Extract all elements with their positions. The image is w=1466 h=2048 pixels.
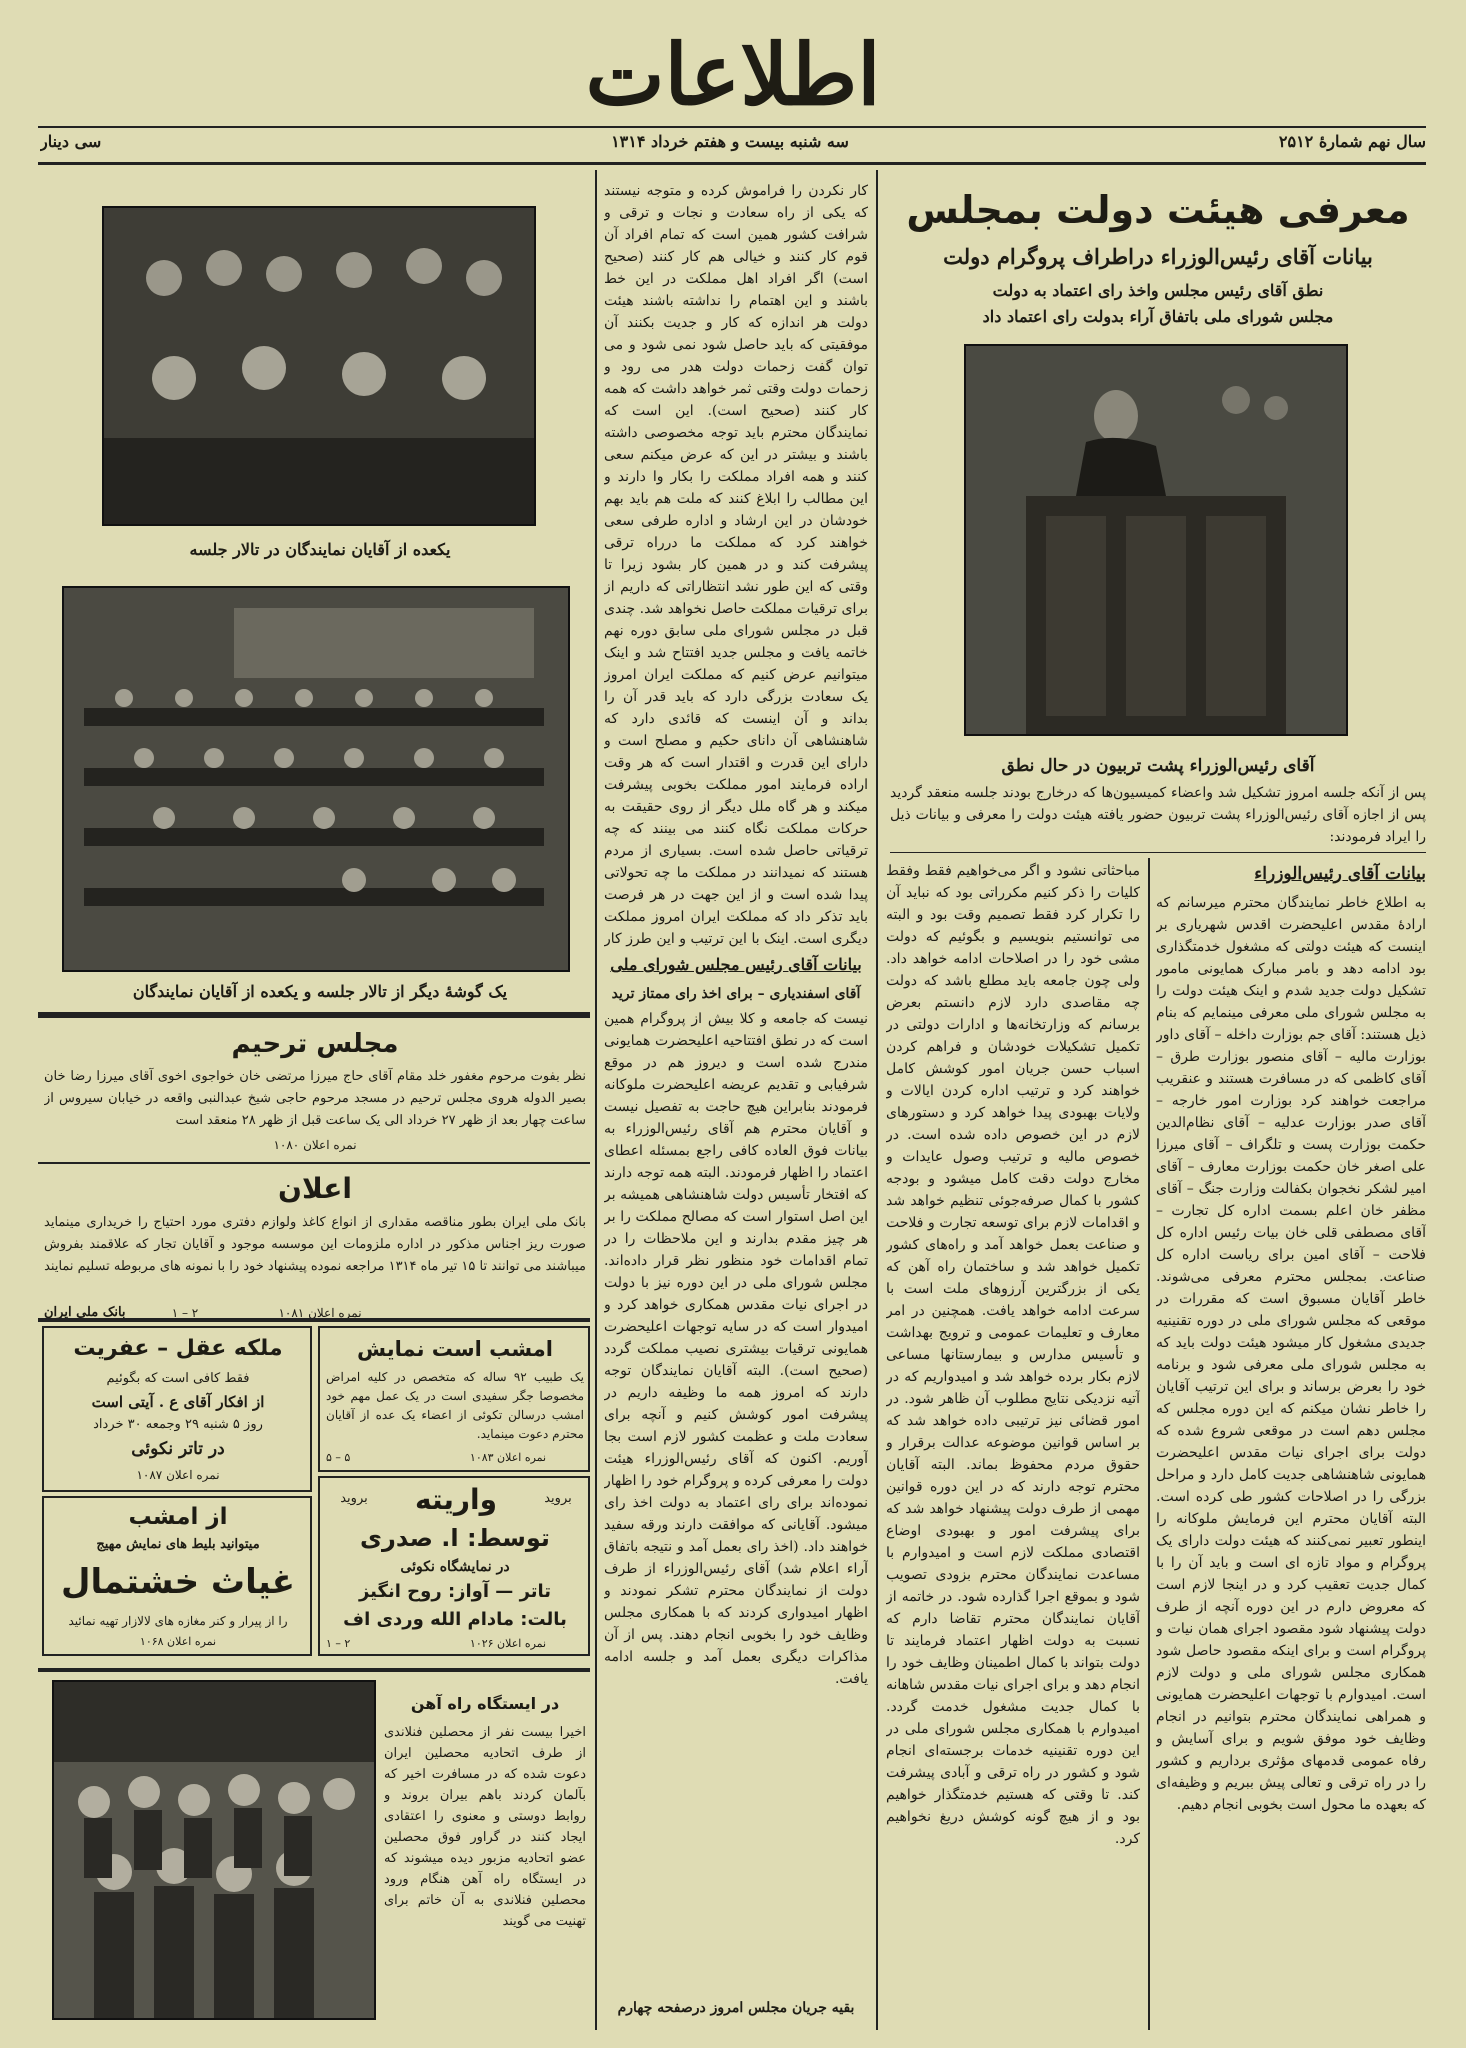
issue-line: سال نهم شمارهٔ ۲۵۱۲ — [1278, 132, 1426, 151]
variety-ad-ref2: ۱ – ۲ — [326, 1637, 351, 1650]
variety-ad-line1: تاتر — آواز: روح انگیز — [358, 1581, 552, 1602]
variety-ad-by: توسط: ا. صدری — [360, 1524, 550, 1552]
photo-deputies-1-caption: یکعده از آقایان نمایندگان در تالار جلسه — [189, 540, 451, 559]
photo-train-station — [52, 1680, 376, 2020]
photo-deputies-2 — [62, 586, 570, 972]
mourning-text: نظر بفوت مرحوم مغفور خلد مقام آقای حاج میرزا مرتضی خان خواجوی اخوی آقای میرزا رضا خان بصیر الدوله هروی مجلس ترحیم در مسجد مرحوم حاجی شیخ عبدالنبی واقعه در خیابان سیروس از ساعت چهار بعد از ظهر ۲۷ خرداد الی یک ساعت قبل از ظهر ۲۸ منعقد است — [44, 1069, 586, 1128]
left-rule-1 — [38, 1012, 590, 1018]
mourning-ref: نمره اعلان ۱۰۸۰ — [273, 1138, 357, 1152]
theater-ad-2-ref2: ۵ – ۵ — [326, 1451, 351, 1464]
masthead-rule-top — [38, 126, 1426, 128]
left-rule-4 — [38, 1668, 590, 1672]
left-rule-3 — [38, 1318, 590, 1322]
station-title: در ایستگاه راه آهن — [410, 1694, 560, 1713]
tonight-ad-line1: میتوانید بلیط های نمایش مهیج — [96, 1537, 260, 1552]
lead-subhead: بیانات آقای رئیس‌الوزراء دراطراف پروگرام دولت — [943, 244, 1373, 269]
lead-photo-caption: آقای رئیس‌الوزراء پشت تربیون در حال نطق — [1001, 756, 1315, 776]
center-subsubhead: آقای اسفندیاری – برای اخذ رای ممتاز ترید — [611, 986, 861, 1002]
column-rule-right — [876, 170, 878, 2030]
theater-ad-2-ref: نمره اعلان ۱۰۸۳ — [469, 1451, 547, 1464]
column-rule-center — [595, 170, 597, 2030]
assembly-hall-illustration — [64, 588, 568, 970]
theater-ad-1-line1: فقط کافی است که بگوئیم — [106, 1371, 250, 1386]
lead-col1-text: به اطلاع خاطر نمایندگان محترم میرسانم که ارادهٔ مقدس اعلیحضرت اقدس شهریاری بر اینست که هیئت دولتی که مشغول خدمتگذاری بود ادامه دهد و بامر مبارک همایونی مامور تشکیل دولت جدید شدم و اینک هیئت دولت را به مجلس شورای ملی معرفی مینمایم که بنام ذیل هستند: آقای جم بوزارت داخله – آقای داور بوزارت مالیه – آقای منصور بوزارت طرق – آقای کاظمی که در مسافرت هستند و عنقریب مراجعت خواهند کرد بوزارت امور خارجه – آقای صدر بوزارت عدلیه – آقای نظام‌الدین حکمت بوزارت پست و تلگراف – آقای میرزا علی اصغر خان حکمت بوزارت معارف – آقای امیر لشکر نخجوان بکفالت وزارت جنگ – آقای مظفر خان اعلم بسمت اداره کل تجارت – آقای مصطفی قلی خان بیات رئیس اداره کل فلاحت – آقای امین برای ریاست اداره کل صناعت. بمجلس محترم معرفی می‌شوند. خاطر آقایان مسبوق است که مقررات در موقعی که مجلس شورای ملی در دوره تقنینیه جدیدی مشغول کار میشود هیئت دولت باید که به مجلس شورای ملی معرفی شود و برنامه خود را بعرض برساند و برای این ترتیب آقایان را خاطر نشان میکنم که این دوره مجلس که مجلس دهم است در موقعی شروع شده که دولت برای اجرای نیات مقدس اعلیحضرت همایونی شاهنشاهی جدیت کامل دارد و مراحل بزرگی را در اصلاحات کشور طی کرده است. البته آقایان محترم این فرمایش ملوکانه را اینطور تعبیر نمی‌کنند که هیئت دولت دارای یک پروگرام و مواد تازه ای است و باید آن را با کمال جدیت تعقیب کرد و در اینجا لازم است که معروض دارم در این دوره آنچه از طرف دولت پیشنهاد شود مقصود اجرای همان نیات و پروگرام است و برای اینکه مقصود حاصل شود همکاری مجلس شورای ملی و دولت لازم است. امیدوارم با توجهات اعلیحضرت همایونی و همراهی نمایندگان محترم بتوانیم در انجام وظایف خود موفق شویم و برای آسایش و رفاه عمومی قدمهای مؤثری برداریم و کشور را در راه ترقی و تعالی پیش ببریم و وظیفه‌ای که بعهده ما محول است بخوبی انجام دهیم. — [1156, 895, 1426, 1813]
photo-deputies-1 — [102, 206, 536, 526]
station-text: اخیرا بیست نفر از محصلین فنلاندی از طرف اتحادیه محصلین ایران دعوت شده که در مسافرت اخیر که بآلمان کردند باهم بیران بروند و روابط دوستی و معنوی را اعتقادی ایجاد کنند در گراور فوق محصلین عضو اتحادیه مزبور دیده میشوند که در ایستگاه راه آهن هنگام ورود محصلین فنلاندی به آن خاتم برای تهنیت می گویند — [384, 1725, 586, 1929]
lead-photo-speaker — [964, 344, 1348, 736]
theater-ad-1-title: ملکه عقل – عفریت — [73, 1336, 283, 1361]
bank-ad-ref: نمره اعلان ۱۰۸۱ — [278, 1306, 362, 1320]
center-subhead: بیانات آقای رئیس مجلس شورای ملی — [610, 955, 862, 974]
variety-ad-line2: بالت: مادام الله وردی اف — [343, 1609, 567, 1630]
tonight-ad-big: غیاث خشتمال — [61, 1562, 295, 1602]
lead-intro-rule — [890, 852, 1426, 853]
column-rule-lead-split — [1148, 858, 1150, 2030]
tonight-ad-ref: نمره اعلان ۱۰۶۸ — [139, 1635, 217, 1648]
date-line: سه شنبه بیست و هفتم خرداد ۱۳۱۴ — [611, 132, 849, 151]
masthead-title: اطلاعات — [585, 25, 881, 124]
center-text-1: کار نکردن را فراموش کرده و متوجه نیستند که یکی از راه سعادت و نجات و ترقی و شرافت کشور همین است که تمام افراد آن قوم کار کنند و خیالی هم کار کنند (صحیح است) اگر افراد اهل مملکت در این خط باشند و این اهتمام را نداشته باشند هیئت دولت هر اندازه که کار و جدیت بکنند آن موفقیتی که باید حاصل شود نمی شود و می توان گفت زحمات دولت هدر می رود و زحمات دولت وقتی ثمر خواهد داشت که همه کار کنند (صحیح است). این است که نمایندگان محترم باید توجه مخصوصی داشته باشند و بیشتر در این که عرض میکنم سعی کنند و همه افراد مملکت را بکار وا دارند و این مطالب را ابلاغ کنند که ملت هم باید بهم خودشان در این ارشاد و اداره طرفی سعی خواهند کرد که مملکت ما درراه ترقی پیشرفت کند و در همین کار بشود زیرا تا وقتی که این طور نشد انتظاراتی که داریم از برای ترقیات مملکت حاصل نخواهد شد. چندی قبل در مجلس شورای ملی سابق دوره نهم خاتمه یافت و مجلس جدید افتتاح شد و اینک میتوانیم عرض کنیم که مملکت ایران امروز یک سعادت بزرگی دارد که باید قدر آن را بداند و آن اینست که قائدی دارد که شاهنشاهی آن دانای حکیم و مصلح است و دارای این قدرت و اقتدار است که هر وقت اراده فرمایند امور مملکت بخوبی پیشرفت میکند و هر گاه ملل دیگر از روی حقیقت به حرکات مملکت نگاه کنند می بینند که چه ترقیاتی حاصل شده است. بسیاری از مردم هستند که نمیدانند در مملکت ما چه تحولاتی پیدا شده است و از این جهت در هر فرصت باید تذکر داد که مملکت ایران امروز مملکت دیگری است. اینک با این ترتیب و این طرز کار — [604, 183, 868, 947]
theater-ad-2-title: امشب است نمایش — [357, 1337, 553, 1361]
lead-deck-1: نطق آقای رئیس مجلس واخذ رای اعتماد به دولت — [992, 281, 1324, 300]
tonight-ad — [42, 1496, 312, 1656]
tonight-ad-title: از امشب — [128, 1504, 228, 1530]
theater-ad-1-line2: از افکار آقای ع . آیتی است — [91, 1393, 265, 1411]
center-text-2: نیست که جامعه و کلا بیش از پروگرام همین است که در نطق افتتاحیه اعلیحضرت همایونی مندرج شده است و دیروز هم در موقع شرفیابی و تقدیم عریضه اعلیحضرت ملوکانه فرمودند بنابراین هیچ حاجت به تفصیل نیست و آقایان محترم هم آقای رئیس‌الوزراء به بیانات فوق العاده کافی راجع بمسئله اعطای اعتماد را اظهار فرمودند. البته همه توجه دارند که افتخار تأسیس دولت شاهنشاهی همیشه بر این اصل استوار است که مصالح مملکت را بر هر چیز مقدم بدارند و این ملاحظات را در تمام اقدامات خود منظور نظر قرار داده‌اند. مجلس شورای ملی در این دوره نیز با دولت در اجرای نیات مقدس همکاری خواهد کرد و امیدوار است که در سایه توجهات اعلیحضرت همایونی ترقیات بیشتری نصیب مملکت گردد (صحیح است). البته آقایان نمایندگان توجه دارند که امروز همه ما وظیفه داریم در پیشرفت امور کوشش کنیم و آنچه برای سعادت ملت و عظمت کشور لازم است بجا آوریم. اکنون که آقای رئیس‌الوزراء هیئت دولت را معرفی کرده و پروگرام خود را اظهار نموده‌اند برای رای اعتماد به دولت اخذ رای میشود. آقایانی که موافقت دارند ورقه سفید خواهند داد. (اخذ رای بعمل آمد و نتیجه باتفاق آراء اعلام شد) آقای رئیس‌الوزراء از طرف دولت از نمایندگان محترم تشکر نمودند و اظهار امیدواری کردند که با همکاری مجلس وظایف خود را بخوبی انجام دهند. پس از آن مذاکرات دیگری بعمل آمد و جلسه ادامه یافت. — [604, 1011, 868, 1687]
theater-ad-1-line3: روز ۵ شنبه ۲۹ وجمعه ۳۰ خرداد — [93, 1417, 263, 1432]
photo-deputies-2-caption: یک گوشهٔ دیگر از تالار جلسه و یکعده از آقایان نمایندگان — [132, 982, 508, 1001]
deputies-group-illustration — [104, 208, 534, 524]
bank-ad-title: اعلان — [278, 1172, 352, 1205]
lead-headline: معرفی هیئت دولت بمجلس — [906, 188, 1410, 232]
lead-deck-2: مجلس شورای ملی باتفاق آراء بدولت رای اعتماد داد — [982, 307, 1334, 326]
mourning-title: مجلس ترحیم — [231, 1029, 399, 1059]
speaker-podium-illustration — [966, 346, 1346, 734]
masthead-rule-bottom — [38, 162, 1426, 165]
lead-col2-text: مباحثاتی نشود و اگر می‌خواهیم فقط وفقط کلیات را ذکر کنیم مکرراتی بود که نباید آن را تکرار کرد فقط تصمیم وقت بود و البته می توانستیم بنویسیم و بگوئیم که دولت مشی خود را در اصلاحات ادامه خواهد داد. ولی چون جامعه باید مطلع باشد که دولت چه مقاصدی دارد لازم دانستم بعرض برسانم که وزارتخانه‌ها و ادارات دولتی در تکمیل تشکیلات خودشان و فراهم کردن اسباب حسن جریان امور کوشش کامل خواهند کرد و ترتیب اداره کردن ایالات و ولایات بهبودی پیدا خواهد کرد و دستورهای لازم در این خصوص داده شده است. در خصوص مالیه و ترتیب وصول عایدات و مخارج دولت دقت کامل میشود و بودجه کشور با کمال صرفه‌جوئی تنظیم خواهد شد و اقدامات لازم برای توسعه تجارت و فلاحت و صناعت بعمل خواهد آمد و راه‌های کشور تکمیل خواهد شد و ساختمان راه آهن که یکی از بزرگترین آرزوهای ملت است با سرعت ادامه خواهد یافت. همچنین در امر معارف و تعلیمات عمومی و ترویج بهداشت و تأسیس مدارس و بیمارستانها مساعی لازم بکار برده خواهد شد و امیدواریم که در آتیه نزدیکی نتایج مطلوب آن ظاهر شود. در امور قضائی نیز ترتیبی داده خواهد شد که بر اساس قوانین موضوعه عدالت برقرار و حقوق مردم محفوظ بماند. البته آقایان محترم توجه دارند که در این دوره قوانین مهمی از طرف دولت پیشنهاد خواهد شد که برای پیشرفت امور و بهبودی اوضاع اقتصادی مملکت لازم است و امیدوارم با مساعدت نمایندگان محترم بزودی تصویب شود و بموقع اجرا گذارده شود. در خاتمه از آقایان نمایندگان محترم تقاضا دارم که نسبت به دولت اظهار اعتماد فرمایند تا دولت بتواند با کمال اطمینان وظایف خود را انجام دهد و برای اجرای نیات مقدس شاهانه با کمال جدیت مشغول خدمت گردد. امیدوارم با همکاری مجلس شورای ملی در این دوره تقنینیه خدمات برجسته‌ای انجام شود و کشور در راه ترقی و آبادی پیشرفت کند. تا وقتی که هستیم خدمتگذار خواهیم بود و از هیچ گونه کوشش دریغ نخواهیم کرد. — [886, 863, 1140, 1847]
tonight-ad-line2: را از پیرار و کنر مغازه های لالازار تهیه نمائید — [68, 1614, 288, 1628]
center-continued: بقیه جریان مجلس امروز درصفحه چهارم — [617, 2000, 855, 2016]
variety-ad-top-left: بروید — [340, 1491, 368, 1506]
theater-ad-2-text: یک طبیب ۹۲ ساله که متخصص در کلیه امراض مخصوصا جگر سفیدی است در یک عمل مهم خود امشب درسالن تکوئی از اعضاء یک عده از آقایان محترم دعوت مینماید. — [326, 1370, 584, 1441]
lead-section-head: بیانات آقای رئیس‌الوزراء — [1254, 864, 1426, 884]
price: سی دینار — [40, 132, 102, 151]
variety-ad — [318, 1476, 590, 1656]
left-rule-2 — [38, 1162, 590, 1164]
bank-ad-ref2: ۱ – ۲ — [171, 1306, 199, 1320]
lead-intro: پس از آنکه جلسه امروز تشکیل شد واعضاء کمیسیون‌ها که درخارج بودند جلسه منعقد گردید پس از اجازه آقای رئیس‌الوزراء پشت تربیون حضور یافته هیئت دولت را معرفی و بیانات ذیل را ایراد فرمودند: — [890, 785, 1426, 845]
variety-ad-venue: در نمایشگاه نکوئی — [400, 1559, 510, 1575]
variety-ad-title: واریته — [414, 1483, 498, 1516]
theater-ad-1-ref: نمره اعلان ۱۰۸۷ — [136, 1468, 220, 1482]
bank-ad-signature: بانک ملی ایران — [44, 1305, 126, 1320]
variety-ad-top-right: بروید — [544, 1491, 572, 1506]
theater-ad-1 — [42, 1326, 312, 1492]
theater-ad-2 — [318, 1326, 590, 1472]
students-group-illustration — [54, 1682, 374, 2018]
theater-ad-1-line4: در تاتر نکوئی — [131, 1439, 225, 1459]
variety-ad-ref: نمره اعلان ۱۰۲۶ — [469, 1637, 547, 1650]
bank-ad-text: بانک ملی ایران بطور مناقصه مقداری از انواع کاغذ ولوازم دفتری مورد احتیاج را خریداری مینماید صورت ریز اجناس مذکور در اداره ملزومات این موسسه موجود و آقایان تجار که علاقمند بفروش میباشند می توانند تا ۱۵ تیر ماه ۱۳۱۴ مراجعه نموده پیشنهاد خود را با نمونه های مربوطه تسلیم نمایند — [44, 1215, 586, 1274]
